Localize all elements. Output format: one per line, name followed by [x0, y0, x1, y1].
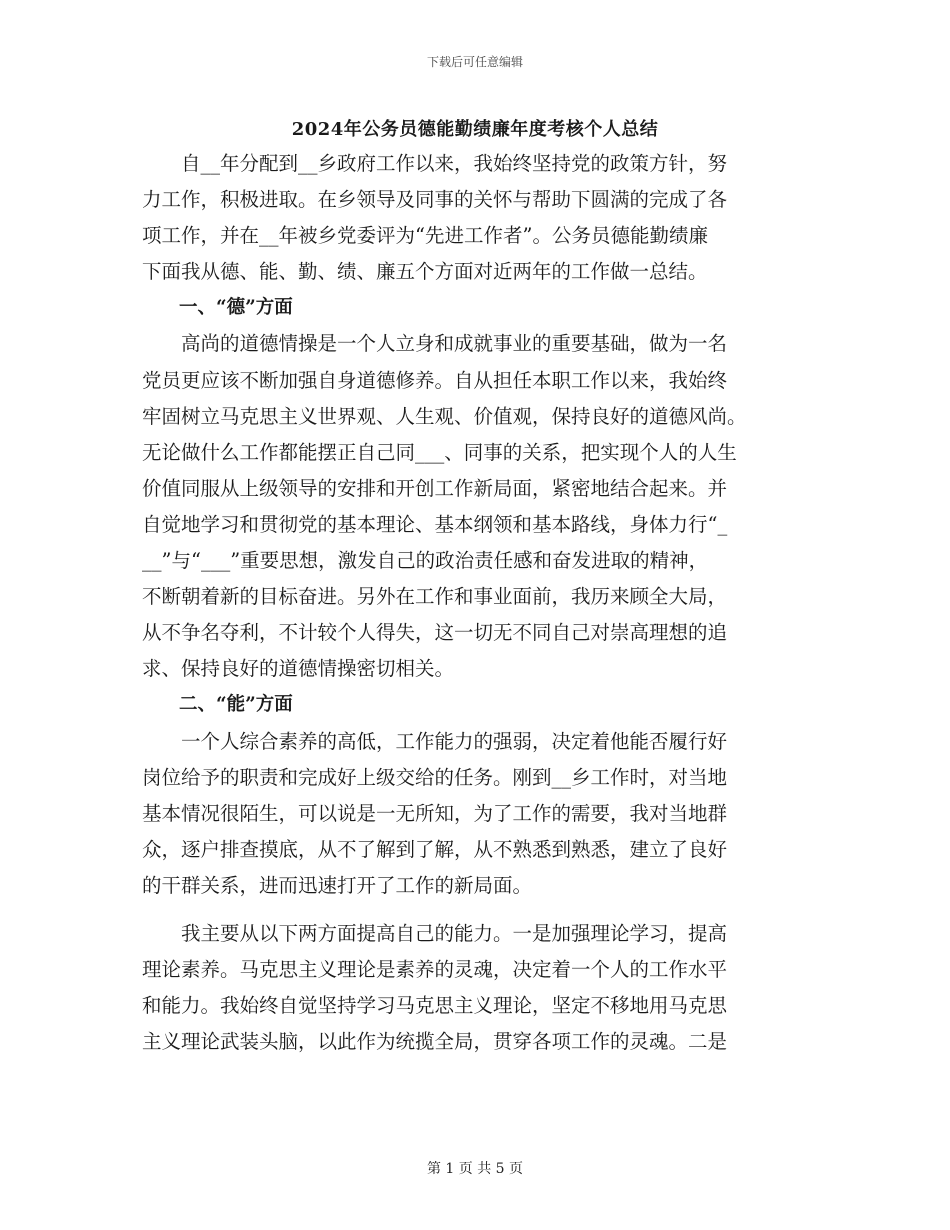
body-line: 求、保持良好的道德情操密切相关。	[142, 657, 455, 681]
body-line: 牢固树立马克思主义世界观、人生观、价值观，保持良好的道德风尚。	[142, 404, 747, 428]
body-line: 一个人综合素养的高低，工作能力的强弱，决定着他能否履行好	[142, 729, 728, 753]
body-line: 的干群关系，进而迅速打开了工作的新局面。	[142, 873, 533, 897]
paragraph-gap	[142, 904, 808, 916]
document-title: 2024年公务员德能勤绩廉年度考核个人总结	[291, 119, 659, 140]
section-heading-de: 一、“德”方面	[142, 297, 293, 319]
body-line: 项工作，并在__年被乡党委评为“先进工作者”。公务员德能勤绩廉	[142, 224, 708, 248]
body-line: 我主要从以下两方面提高自己的能力。一是加强理论学习，提高	[142, 921, 728, 945]
body-line: 和能力。我始终自觉坚持学习马克思主义理论，坚定不移地用马克思	[142, 994, 728, 1018]
body-line: 价值同服从上级领导的安排和开创工作新局面，紧密地结合起来。并	[142, 476, 728, 500]
body-line: 力工作，积极进取。在乡领导及同事的关怀与帮助下圆满的完成了各	[142, 188, 728, 212]
body-line: __”与“___”重要思想，激发自己的政治责任感和奋发进取的精神，	[142, 549, 709, 573]
body-line: 党员更应该不断加强自身道德修养。自从担任本职工作以来，我始终	[142, 368, 728, 392]
body-line: 不断朝着新的目标奋进。另外在工作和事业面前，我历来顾全大局，	[142, 585, 728, 609]
section-heading-neng: 二、“能”方面	[142, 694, 293, 716]
document-body	[142, 146, 808, 1060]
body-line: 高尚的道德情操是一个人立身和成就事业的重要基础，做为一名	[142, 332, 728, 356]
page-header: 下载后可任意编辑	[426, 55, 523, 69]
body-line: 基本情况很陌生，可以说是一无所知，为了工作的需要，我对当地群	[142, 801, 728, 825]
body-line: 自觉地学习和贯彻党的基本理论、基本纲领和基本路线，身体力行“_	[142, 512, 728, 536]
body-line: 下面我从德、能、勤、绩、廉五个方面对近两年的工作做一总结。	[142, 260, 708, 284]
body-line: 从不争名夺利，不计较个人得失，这一切无不同自己对崇高理想的追	[142, 621, 728, 645]
body-line: 众，逐户排查摸底，从不了解到了解，从不熟悉到熟悉，建立了良好	[142, 837, 728, 861]
page-number-footer: 第 1 页 共 5 页	[426, 1161, 524, 1177]
body-line: 理论素养。马克思主义理论是素养的灵魂，决定着一个人的工作水平	[142, 958, 728, 982]
body-line: 岗位给予的职责和完成好上级交给的任务。刚到__乡工作时，对当地	[142, 765, 728, 789]
body-line: 自__年分配到__乡政府工作以来，我始终坚持党的政策方针，努	[142, 152, 728, 175]
body-line: 无论做什么工作都能摆正自己同___、同事的关系，把实现个人的人生	[142, 440, 737, 464]
body-line: 主义理论武装头脑，以此作为统揽全局，贯穿各项工作的灵魂。二是	[142, 1030, 728, 1054]
